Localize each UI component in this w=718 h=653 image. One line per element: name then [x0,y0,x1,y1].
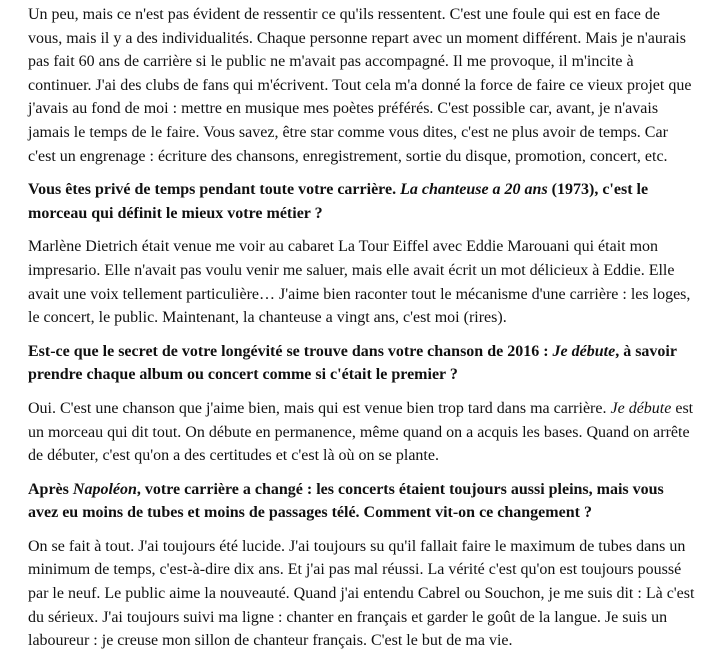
interview-article [28,3,696,653]
answer-paragraph [28,3,696,168]
text-segment: On se fait à tout. J'ai toujours été lucide. J'ai toujours su qu'il fallait faire le maximum de tubes dans un minimum de temps, c'est-à-dire dix ans. Et j'ai pas mal réussi. La vérité c'est qu'on est toujours poussé par le neuf. Le public aime la nouveauté. Quand j'ai entendu Cabrel ou Souchon, je me suis dit : Là c'est du sérieux. J'ai toujours suivi ma ligne : chanter en français et garder le goût de la langue. Je suis un laboureur : je creuse mon sillon de chanteur français. C'est le but de ma vie. [28,537,695,650]
text-segment: Un peu, mais ce n'est pas évident de ressentir ce qu'ils ressentent. C'est une foule qui est en face de vous, mais il y a des individualités. Chaque personne repart avec un moment différent. Mais je n'aurais pas fait 60 ans de carrière si le public ne m'avait pas accompagné. Il me provoque, il m'incite à continuer. J'ai des clubs de fans qui m'écrivent. Tout cela m'a donné la force de faire ce vieux projet que j'avais au fond de moi : mettre en musique mes poètes préférés. C'est possible car, avant, je n'avais jamais le temps de le faire. Vous savez, être star comme vous dites, c'est ne plus avoir de temps. Car c'est un engrenage : écriture des chansons, enregistrement, sortie du disque, promotion, concert, etc. [28,6,692,165]
question-paragraph [28,478,696,525]
text-segment: est un morceau qui dit tout. On débute en permanence, même quand on a acquis les bases. Quand on arrête de débuter, c'est qu'on a des certitudes et c'est là où on se plante. [28,399,694,465]
text-segment: Oui. C'est une chanson que j'aime bien, mais qui est venue bien trop tard dans ma carrière. [28,399,611,417]
answer-paragraph [28,397,696,468]
text-segment: (1973), c'est le morceau qui définit le mieux votre métier ? [28,181,649,222]
text-segment: Marlène Dietrich était venue me voir au cabaret La Tour Eiffel avec Eddie Marouani qui était mon impresario. Elle n'avait pas voulu venir me saluer, mais elle avait écrit un mot délicieux à Eddie. Elle avait une voix tellement particulière… J'aime bien raconter tout le mécanisme d'une carrière : les loges, le concert, le public. Maintenant, la chanteuse a vingt ans, c'est moi (rires). [28,238,691,327]
song-title: Je débute [610,399,672,417]
text-segment: , votre carrière a changé : les concerts étaient toujours aussi pleins, mais vous avez eu moins de tubes et moins de passages télé. Comment vit-on ce changement ? [28,480,664,522]
text-segment: , à savoir prendre chaque album ou concert comme si c'était le premier ? [28,342,677,384]
question-paragraph [28,178,696,225]
song-title: Napoléon [72,480,137,498]
text-segment: Vous êtes privé de temps pendant toute votre carrière. [28,181,401,199]
answer-paragraph [28,235,696,329]
answer-paragraph [28,535,696,653]
question-paragraph [28,340,696,387]
song-title: Je débute [552,342,616,360]
song-title: La chanteuse a 20 ans [400,181,548,199]
text-segment: Après [28,480,73,498]
text-segment: Est-ce que le secret de votre longévité se trouve dans votre chanson de 2016 : [28,342,553,360]
